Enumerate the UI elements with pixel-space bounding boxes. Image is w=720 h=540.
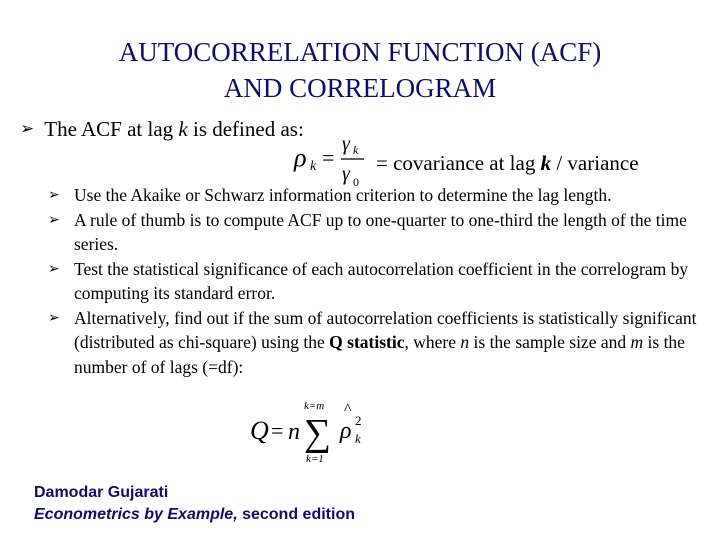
sub-bullet-4: [48, 306, 708, 380]
cov-prefix: = covariance at lag: [376, 151, 541, 175]
acf-gamma-0-subscript: 0: [353, 175, 359, 189]
sub-bullet-4-part2: , where: [404, 332, 461, 352]
slide-title: [0, 34, 720, 106]
q-statistic-label: Q statistic: [329, 332, 405, 352]
credit-book-title: Econometrics by Example,: [34, 506, 238, 523]
q-subscript: k: [355, 431, 361, 446]
sub-bullet-list: [48, 183, 708, 379]
n-var: n: [460, 332, 470, 352]
sub-bullet-4-part4: is the number of of lags (=df):: [74, 332, 685, 377]
main-bullet-prefix: The ACF at lag: [44, 117, 179, 141]
title-line-1: AUTOCORRELATION FUNCTION (ACF): [118, 37, 602, 67]
sub-bullet-2-text: A rule of thumb is to compute ACF up to one-quarter to one-third the length of the time series.: [74, 209, 687, 254]
q-n: n: [288, 419, 300, 445]
sub-bullet-2: [48, 208, 708, 257]
sub-bullet-4-part1: Alternatively, find out if the sum of autocorrelation coefficients is statistically significant (distributed as chi-square) using the: [74, 307, 697, 352]
rho-hat: ^: [344, 401, 352, 418]
arrow-bullet-icon: ➢: [48, 187, 60, 203]
credit-author: Damodar Gujarati: [34, 484, 169, 501]
arrow-bullet-icon: ➢: [48, 309, 60, 326]
q-rho: ρ: [340, 418, 352, 444]
arrow-bullet-icon: ➢: [48, 211, 60, 228]
cov-suffix: / variance: [551, 151, 639, 175]
credit-edition: second edition: [237, 506, 355, 523]
acf-gamma-0: γ: [342, 163, 350, 185]
sub-bullet-3: [48, 257, 708, 306]
acf-gamma-k: γ: [342, 133, 350, 155]
q-equals: =: [271, 418, 284, 443]
source-credit: [34, 482, 355, 526]
acf-rho: ρ: [294, 143, 307, 172]
sub-bullet-3-text: Test the statistical significance of each autocorrelation coefficient in the correlogram by computing its standard error.: [74, 258, 689, 303]
main-bullet-suffix: is defined as:: [187, 117, 304, 141]
q-statistic-formula: [248, 396, 378, 466]
m-var: m: [630, 332, 644, 352]
acf-equals: =: [322, 145, 335, 170]
sigma-symbol: ∑: [304, 412, 332, 454]
main-bullet-var: k: [178, 117, 188, 141]
covariance-definition: [376, 151, 639, 176]
sub-bullet-1-text: Use the Akaike or Schwarz information criterion to determine the lag length.: [74, 185, 612, 205]
main-bullet: [20, 117, 304, 142]
cov-var: k: [540, 151, 552, 175]
acf-rho-subscript: k: [310, 159, 317, 174]
acf-gamma-k-subscript: k: [353, 143, 359, 157]
sub-bullet-4-part3: is the sample size and: [469, 332, 631, 352]
sub-bullet-1: [48, 183, 708, 208]
sum-upper-limit: k=m: [304, 400, 325, 412]
sum-lower-limit: k=1: [306, 453, 324, 465]
arrow-bullet-icon: ➢: [20, 119, 35, 139]
q-power: 2: [355, 413, 362, 428]
arrow-bullet-icon: ➢: [48, 260, 60, 277]
q-symbol: Q: [250, 416, 269, 445]
title-line-2: AND CORRELOGRAM: [223, 73, 497, 103]
